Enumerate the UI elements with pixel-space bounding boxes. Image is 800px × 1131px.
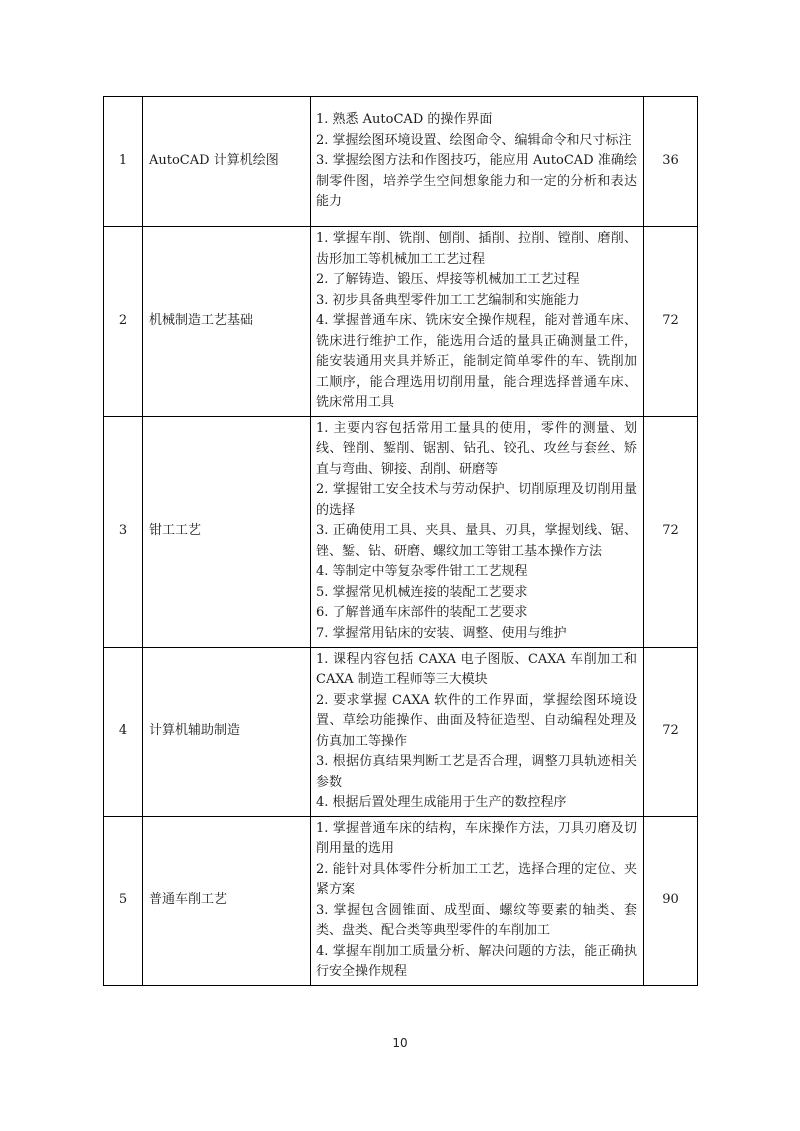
page-number: 10: [392, 1036, 408, 1050]
course-name: AutoCAD 计算机绘图: [143, 97, 311, 227]
course-hours: 90: [644, 816, 698, 985]
table-row: [104, 416, 698, 647]
course-content: [311, 97, 644, 227]
table-row: [104, 97, 698, 227]
course-name: 普通车削工艺: [143, 816, 311, 985]
content-line: 3. 掌握包含圆锥面、成型面、螺纹等要素的轴类、套类、盘类、配合类等典型零件的车削加工: [316, 902, 637, 938]
content-line: 4. 根据后置处理生成能用于生产的数控程序: [316, 795, 567, 810]
course-hours: 36: [644, 97, 698, 227]
table-row: [104, 816, 698, 985]
content-line: 1. 熟悉 AutoCAD 的操作界面: [316, 112, 493, 128]
course-hours: 72: [644, 416, 698, 647]
table-row: [104, 227, 698, 417]
table-row: [104, 647, 698, 816]
content-line: 2. 了解铸造、锻压、焊接等机械加工工艺过程: [316, 272, 580, 287]
content-line: 2. 能针对具体零件分析加工工艺，选择合理的定位、夹紧方案: [316, 861, 637, 897]
content-line: 1. 主要内容包括常用工量具的使用，零件的测量、划线、锉削、錾削、锯割、钻孔、铰孔、攻丝与套丝、矫直与弯曲、铆接、刮削、研磨等: [316, 420, 637, 477]
course-name: 钳工工艺: [143, 416, 311, 647]
content-line: 3. 掌握绘图方法和作图技巧，能应用 AutoCAD 准确绘制零件图，培养学生空间想象能力和一定的分析和表达能力: [316, 153, 637, 210]
content-line: 3. 正确使用工具、夹具、量具、刃具，掌握划线、锯、锉、錾、钻、研磨、螺纹加工等钳工基本操作方法: [316, 523, 637, 559]
content-line: 5. 掌握常见机械连接的装配工艺要求: [316, 584, 528, 600]
course-name: 机械制造工艺基础: [143, 227, 311, 417]
content-line: 3. 根据仿真结果判断工艺是否合理，调整刀具轨迹相关参数: [316, 754, 637, 790]
course-name: 计算机辅助制造: [143, 647, 311, 816]
course-content: [311, 816, 644, 985]
content-line: 2. 掌握绘图环境设置、绘图命令、编辑命令和尺寸标注: [316, 132, 632, 148]
content-line: 1. 掌握车削、铣削、刨削、插削、拉削、镗削、磨削、齿形加工等机械加工工艺过程: [316, 231, 637, 267]
course-number: 5: [104, 816, 143, 985]
course-hours: 72: [644, 647, 698, 816]
content-line: 2. 要求掌握 CAXA 软件的工作界面，掌握绘图环境设置、草绘功能操作、曲面及特征造型、自动编程处理及仿真加工等操作: [316, 692, 637, 749]
content-line: 1. 掌握普通车床的结构，车床操作方法，刀具刃磨及切削用量的选用: [316, 820, 637, 856]
course-content: [311, 647, 644, 816]
course-content: [311, 227, 644, 417]
course-table-body: [104, 97, 698, 986]
content-line: 4. 掌握车削加工质量分析、解决问题的方法，能正确执行安全操作规程: [316, 943, 637, 979]
content-line: 7. 掌握常用钻床的安装、调整、使用与维护: [316, 625, 567, 641]
content-line: 3. 初步具备典型零件加工工艺编制和实施能力: [316, 292, 580, 308]
content-line: 4. 等制定中等复杂零件钳工工艺规程: [316, 564, 528, 580]
course-number: 1: [104, 97, 143, 227]
course-number: 2: [104, 227, 143, 417]
course-content: [311, 416, 644, 647]
course-hours: 72: [644, 227, 698, 417]
course-number: 4: [104, 647, 143, 816]
course-table: [103, 96, 698, 986]
content-line: 6. 了解普通车床部件的装配工艺要求: [316, 605, 528, 621]
content-line: 4. 掌握普通车床、铣床安全操作规程，能对普通车床、铣床进行维护工作，能选用合适的量具正确测量工件，能安装通用夹具并矫正，能制定简单零件的车、铣削加工顺序，能合理选用切削用量，能合理选择普通车床、铣床常用工具: [316, 313, 637, 410]
content-line: 1. 课程内容包括 CAXA 电子图版、CAXA 车削加工和 CAXA 制造工程师等三大模块: [316, 651, 637, 687]
content-line: 2. 掌握钳工安全技术与劳动保护、切削原理及切削用量的选择: [316, 482, 637, 518]
course-number: 3: [104, 416, 143, 647]
